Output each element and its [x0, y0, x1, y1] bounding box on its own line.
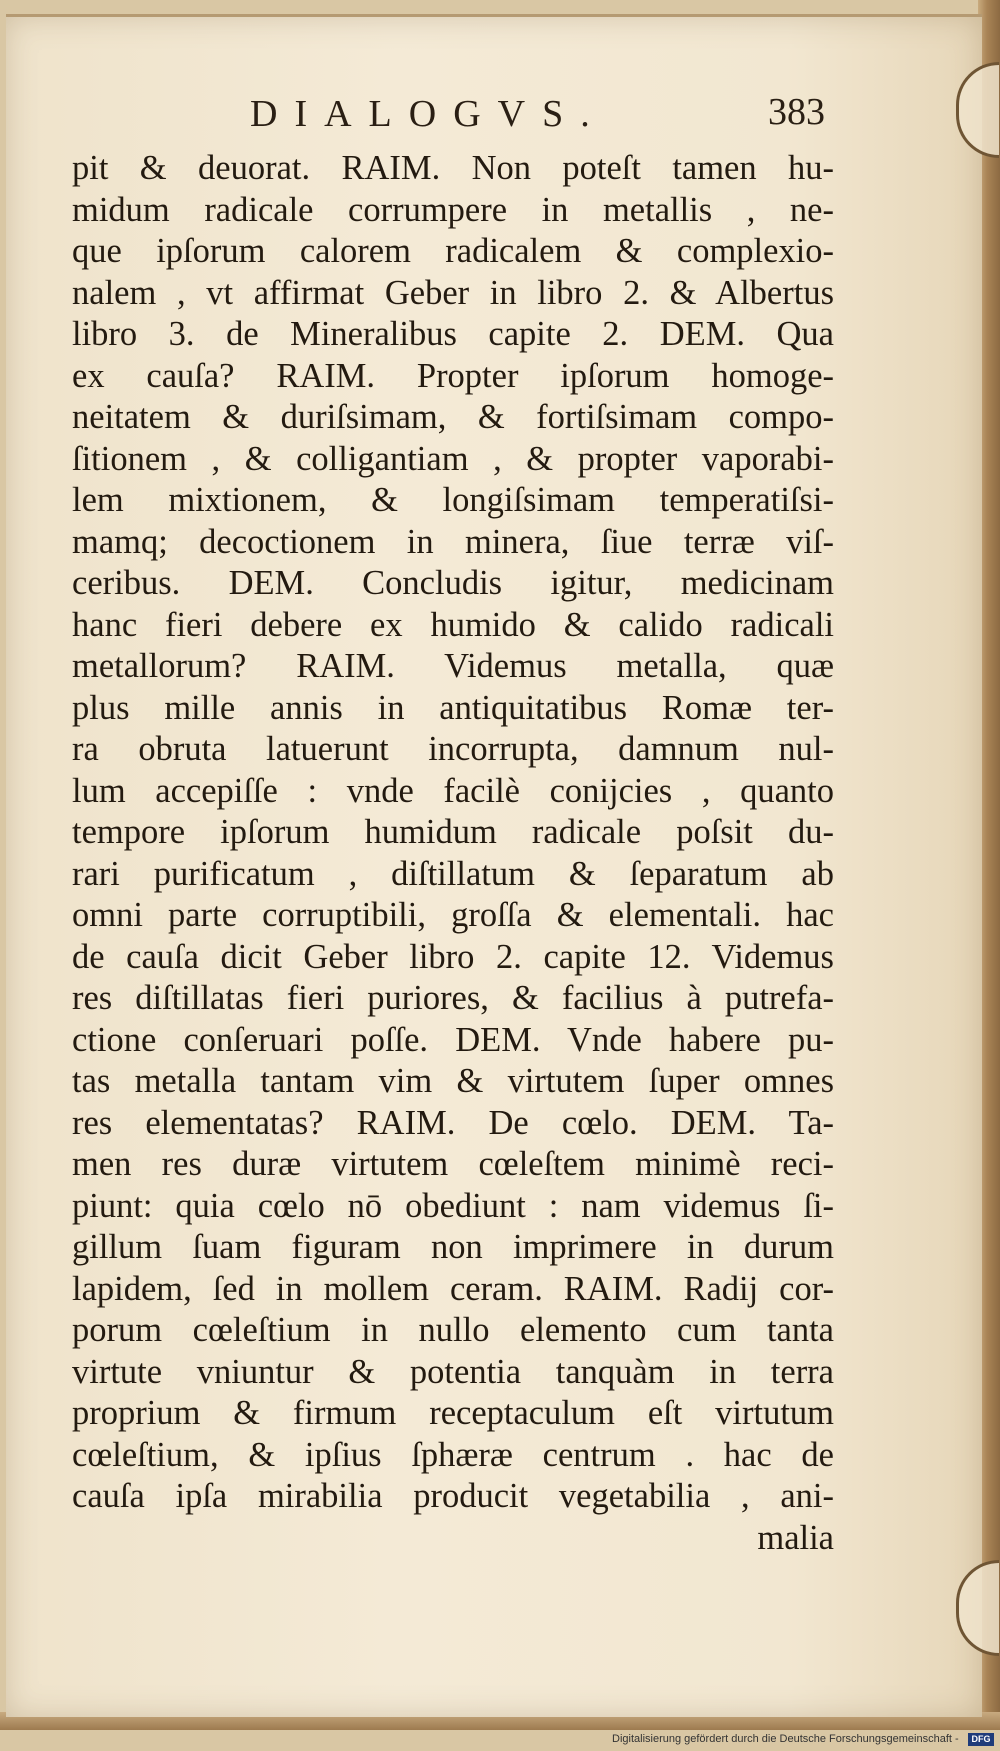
text-line: lum accepiſſe : vnde facilè conijcies , quanto	[72, 771, 834, 810]
text-line: ſitionem , & colligantiam , & propter vaporabi-	[72, 439, 834, 478]
text-line: res elementatas? RAIM. De cœlo. DEM. Ta-	[72, 1103, 834, 1142]
text-line: neitatem & duriſsimam, & fortiſsimam compo-	[72, 398, 834, 436]
text-line: de cauſa dicit Geber libro 2. capite 12. Videmus	[72, 937, 834, 976]
text-line: ctione conſeruari poſſe. DEM. Vnde habere pu-	[72, 1020, 834, 1059]
text-line: piunt: quia cœlo nō obediunt : nam videmus ſi-	[72, 1186, 834, 1225]
text-line: proprium & firmum receptaculum eſt virtutum	[72, 1394, 834, 1432]
text-line: rari purificatum , diſtillatum & ſeparatum ab	[72, 854, 834, 893]
text-line: que ipſorum calorem radicalem & complexio-	[72, 232, 834, 270]
text-line: tas metalla tantam vim & virtutem ſuper omnes	[72, 1062, 834, 1100]
text-line: midum radicale corrumpere in metallis , ne-	[72, 190, 834, 229]
text-line: plus mille annis in antiquitatibus Romæ ter-	[72, 688, 834, 727]
text-line: nalem , vt affirmat Geber in libro 2. & Albertus	[72, 273, 834, 312]
text-line: pit & deuorat. RAIM. Non poteſt tamen hu-	[72, 149, 834, 187]
text-line: mamq; decoctionem in minera, ſiue terræ viſ-	[72, 522, 834, 561]
text-line: cœleſtium, & ipſius ſphæræ centrum . hac de	[72, 1435, 834, 1474]
text-line: hanc fieri debere ex humido & calido radicali	[72, 605, 834, 644]
text-line: tempore ipſorum humidum radicale poſsit du-	[72, 813, 834, 851]
text-line: ceribus. DEM. Concludis igitur, medicinam	[72, 564, 834, 602]
text-line: lapidem, ſed in mollem ceram. RAIM. Radij cor-	[72, 1269, 834, 1308]
running-title: DIALOGVS.	[250, 93, 607, 135]
text-line: gillum ſuam figuram non imprimere in durum	[72, 1228, 834, 1266]
text-line: ra obruta latuerunt incorrupta, damnum nul-	[72, 730, 834, 768]
body-text	[72, 148, 834, 1559]
text-line: metallorum? RAIM. Videmus metalla, quæ	[72, 647, 834, 685]
text-line: lem mixtionem, & longiſsimam temperatiſsi-	[72, 481, 834, 519]
text-line: virtute vniuntur & potentia tanquàm in terra	[72, 1352, 834, 1391]
text-line: cauſa ipſa mirabilia producit vegetabilia , ani-	[72, 1477, 834, 1515]
text-line: omni parte corruptibili, groſſa & elementali. hac	[72, 896, 834, 934]
text-line: res diſtillatas fieri puriores, & facilius à putrefa-	[72, 979, 834, 1017]
dfg-logo-icon: DFG	[968, 1733, 994, 1746]
catchword: malia	[757, 1518, 834, 1557]
text-line: porum cœleſtium in nullo elemento cum tanta	[72, 1311, 834, 1349]
text-line: men res duræ virtutem cœleſtem minimè reci-	[72, 1145, 834, 1183]
digitization-credit: Digitalisierung gefördert durch die Deutsche Forschungsgemeinschaft -	[612, 1733, 959, 1745]
text-line: libro 3. de Mineralibus capite 2. DEM. Qua	[72, 315, 834, 353]
text-line: ex cauſa? RAIM. Propter ipſorum homoge-	[72, 356, 834, 395]
page-number: 383	[768, 91, 825, 133]
